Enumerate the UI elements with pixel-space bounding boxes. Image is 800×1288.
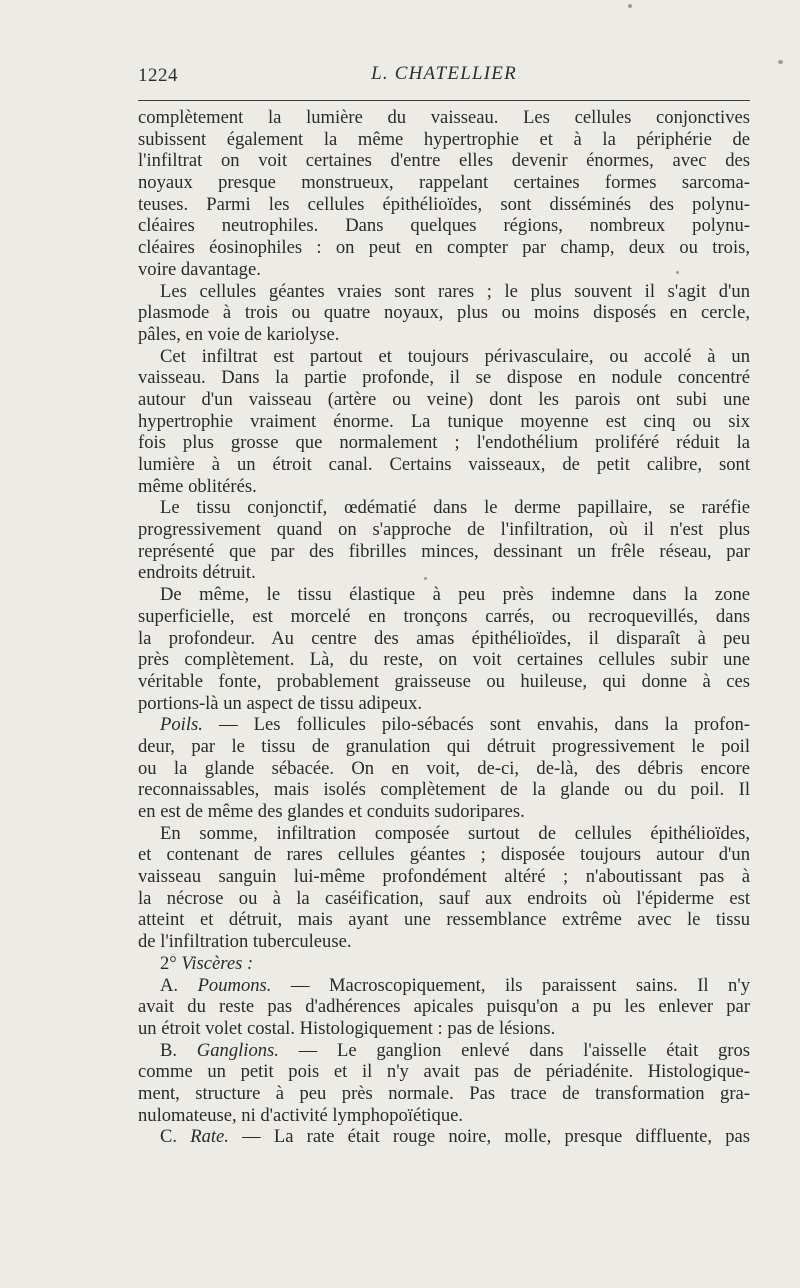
line-text: deur, par le tissu de granulation qui détruit progressivement le poil (138, 735, 750, 757)
line-prefix: C. (160, 1126, 191, 1148)
line-text: avait du reste pas d'adhérences apicales puisqu'on a pu les enlever par (138, 996, 750, 1018)
line-text: — Les follicules pilo-sébacés sont envahis, dans la profon- (202, 714, 750, 736)
line-text: fois plus grosse que normalement ; l'endothélium proliféré réduit la (138, 432, 750, 454)
text-line (138, 346, 750, 368)
page-header (138, 59, 750, 89)
text-line (138, 237, 750, 259)
line-prefix: 2° (160, 952, 182, 974)
text-line (138, 541, 750, 563)
line-text: subissent également la même hypertrophie et à la périphérie de (138, 128, 750, 150)
section-label-visceres: Viscères : (181, 952, 254, 974)
text-line (138, 996, 750, 1018)
text-line (138, 259, 750, 281)
text-line (138, 454, 750, 476)
text-line (138, 801, 750, 823)
line-text: même oblitérés. (138, 475, 257, 497)
text-line (138, 584, 750, 606)
line-text: hypertrophie vraiment énorme. La tunique moyenne est cinq ou six (138, 410, 750, 432)
line-prefix: B. (160, 1039, 197, 1061)
print-speck (778, 60, 783, 64)
line-text: noyaux presque monstrueux, rappelant certaines formes sarcoma- (138, 172, 750, 194)
text-line (138, 389, 750, 411)
text-line (138, 671, 750, 693)
line-text: reconnaissables, mais isolés complètement de la glande ou du poil. Il (138, 779, 750, 801)
text-line (138, 302, 750, 324)
text-line (138, 281, 750, 303)
text-line (138, 1083, 750, 1105)
text-line (138, 953, 750, 975)
text-line (138, 476, 750, 498)
line-text: portions-là un aspect de tissu adipeux. (138, 692, 423, 714)
line-text: la nécrose ou à la caséification, sauf aux endroits où l'épiderme est (138, 887, 750, 909)
line-text: cléaires éosinophiles : on peut en compter par champ, deux ou trois, (138, 237, 750, 259)
print-speck (676, 271, 679, 274)
line-text: près complètement. Là, du reste, on voit certaines cellules subir une (138, 649, 750, 671)
line-text: ou la glande sébacée. On en voit, de-ci, de-là, des débris encore (138, 757, 750, 779)
line-text: endroits détruit. (138, 562, 256, 584)
text-line (138, 823, 750, 845)
text-line (138, 758, 750, 780)
header-rule (138, 100, 750, 101)
text-line (138, 497, 750, 519)
line-text: pâles, en voie de kariolyse. (138, 323, 340, 345)
text-line (138, 562, 750, 584)
line-text: véritable fonte, probablement graisseuse ou huileuse, qui donne à ces (138, 670, 750, 692)
line-text: De même, le tissu élastique à peu près indemne dans la zone (160, 584, 750, 606)
text-line (138, 215, 750, 237)
text-line (138, 606, 750, 628)
line-text: en est de même des glandes et conduits sudoripares. (138, 801, 525, 822)
line-text: Le tissu conjonctif, œdématié dans le derme papillaire, se raréfie (160, 497, 750, 519)
section-label-rate: Rate. (190, 1126, 229, 1148)
text-line (138, 411, 750, 433)
text-line (138, 150, 750, 172)
text-line (138, 714, 750, 736)
text-line (138, 888, 750, 910)
text-line (138, 172, 750, 194)
line-text: atteint et détruit, mais ayant une ressemblance extrême avec le tissu (138, 909, 750, 931)
text-line (138, 129, 750, 151)
text-line (138, 1018, 750, 1040)
line-text: cléaires neutrophiles. Dans quelques régions, nombreux polynu- (138, 215, 750, 237)
line-text: la profondeur. Au centre des amas épithélioïdes, il disparaît à peu (138, 627, 750, 649)
text-line (138, 628, 750, 650)
section-label-poumons: Poumons. (197, 974, 272, 996)
text-line (138, 324, 750, 346)
page-number: 1224 (138, 65, 178, 86)
text-line (138, 1040, 750, 1062)
line-text: voire davantage. (138, 258, 261, 280)
line-text: autour d'un vaisseau (artère ou veine) dont les parois ont subi une (138, 388, 750, 410)
text-line (138, 693, 750, 715)
text-line (138, 432, 750, 454)
body-text (138, 107, 750, 1148)
text-line (138, 931, 750, 953)
text-line (138, 1105, 750, 1127)
text-line (138, 975, 750, 997)
line-text: lumière à un étroit canal. Certains vaisseaux, de petit calibre, sont (138, 454, 750, 475)
line-prefix: A. (160, 974, 198, 996)
line-text: nulomateuse, ni d'activité lymphopoïétique. (138, 1104, 464, 1126)
line-text: ment, structure à peu près normale. Pas trace de transformation gra- (138, 1082, 750, 1104)
text-line (138, 649, 750, 671)
line-text: teuses. Parmi les cellules épithélioïdes, sont disséminés des polynu- (138, 193, 750, 215)
line-text: Les cellules géantes vraies sont rares ; le plus souvent il s'agit d'un (160, 280, 750, 302)
line-text: En somme, infiltration composée surtout de cellules épithélioïdes, (160, 822, 750, 844)
text-line (138, 367, 750, 389)
text-line (138, 1061, 750, 1083)
text-line (138, 107, 750, 129)
line-text: un étroit volet costal. Histologiquement : pas de lésions. (138, 1017, 556, 1039)
line-text: vaisseau. Dans la partie profonde, il se dispose en nodule concentré (138, 367, 750, 389)
line-text: superficielle, est morcelé en tronçons carrés, ou recroquevillés, dans (138, 605, 750, 627)
line-text: représenté que par des fibrilles minces, dessinant un frêle réseau, par (138, 540, 750, 562)
line-text: — Macroscopiquement, ils paraissent sains. Il n'y (271, 974, 750, 996)
line-text: comme un petit pois et il n'y avait pas de périadénite. Histologique- (138, 1061, 750, 1083)
line-text: vaisseau sanguin lui-même profondément altéré ; n'aboutissant pas à (138, 866, 750, 888)
section-label-ganglions: Ganglions. (196, 1039, 279, 1061)
section-label-poils: Poils. (160, 714, 203, 736)
line-text: progressivement quand on s'approche de l'infiltration, où il n'est plus (138, 519, 750, 541)
text-line (138, 194, 750, 216)
print-speck (424, 577, 427, 580)
line-text: et contenant de rares cellules géantes ; disposée toujours autour d'un (138, 844, 750, 866)
text-line (138, 866, 750, 888)
line-text: de l'infiltration tuberculeuse. (138, 931, 352, 953)
text-line (138, 736, 750, 758)
line-text: complètement la lumière du vaisseau. Les cellules conjonctives (138, 107, 750, 128)
line-text: plasmode à trois ou quatre noyaux, plus ou moins disposés en cercle, (138, 302, 750, 324)
text-line (138, 909, 750, 931)
text-line (138, 844, 750, 866)
text-line (138, 1126, 750, 1148)
running-head: L. CHATELLIER (371, 63, 517, 84)
text-line (138, 779, 750, 801)
print-speck (628, 4, 632, 8)
line-text: — Le ganglion enlevé dans l'aisselle était gros (278, 1039, 750, 1061)
line-text: l'infiltrat on voit certaines d'entre elles devenir énormes, avec des (138, 150, 750, 172)
line-text: — La rate était rouge noire, molle, presque diffluente, pas (228, 1126, 751, 1148)
text-line (138, 519, 750, 541)
line-text: Cet infiltrat est partout et toujours périvasculaire, ou accolé à un (160, 345, 750, 367)
